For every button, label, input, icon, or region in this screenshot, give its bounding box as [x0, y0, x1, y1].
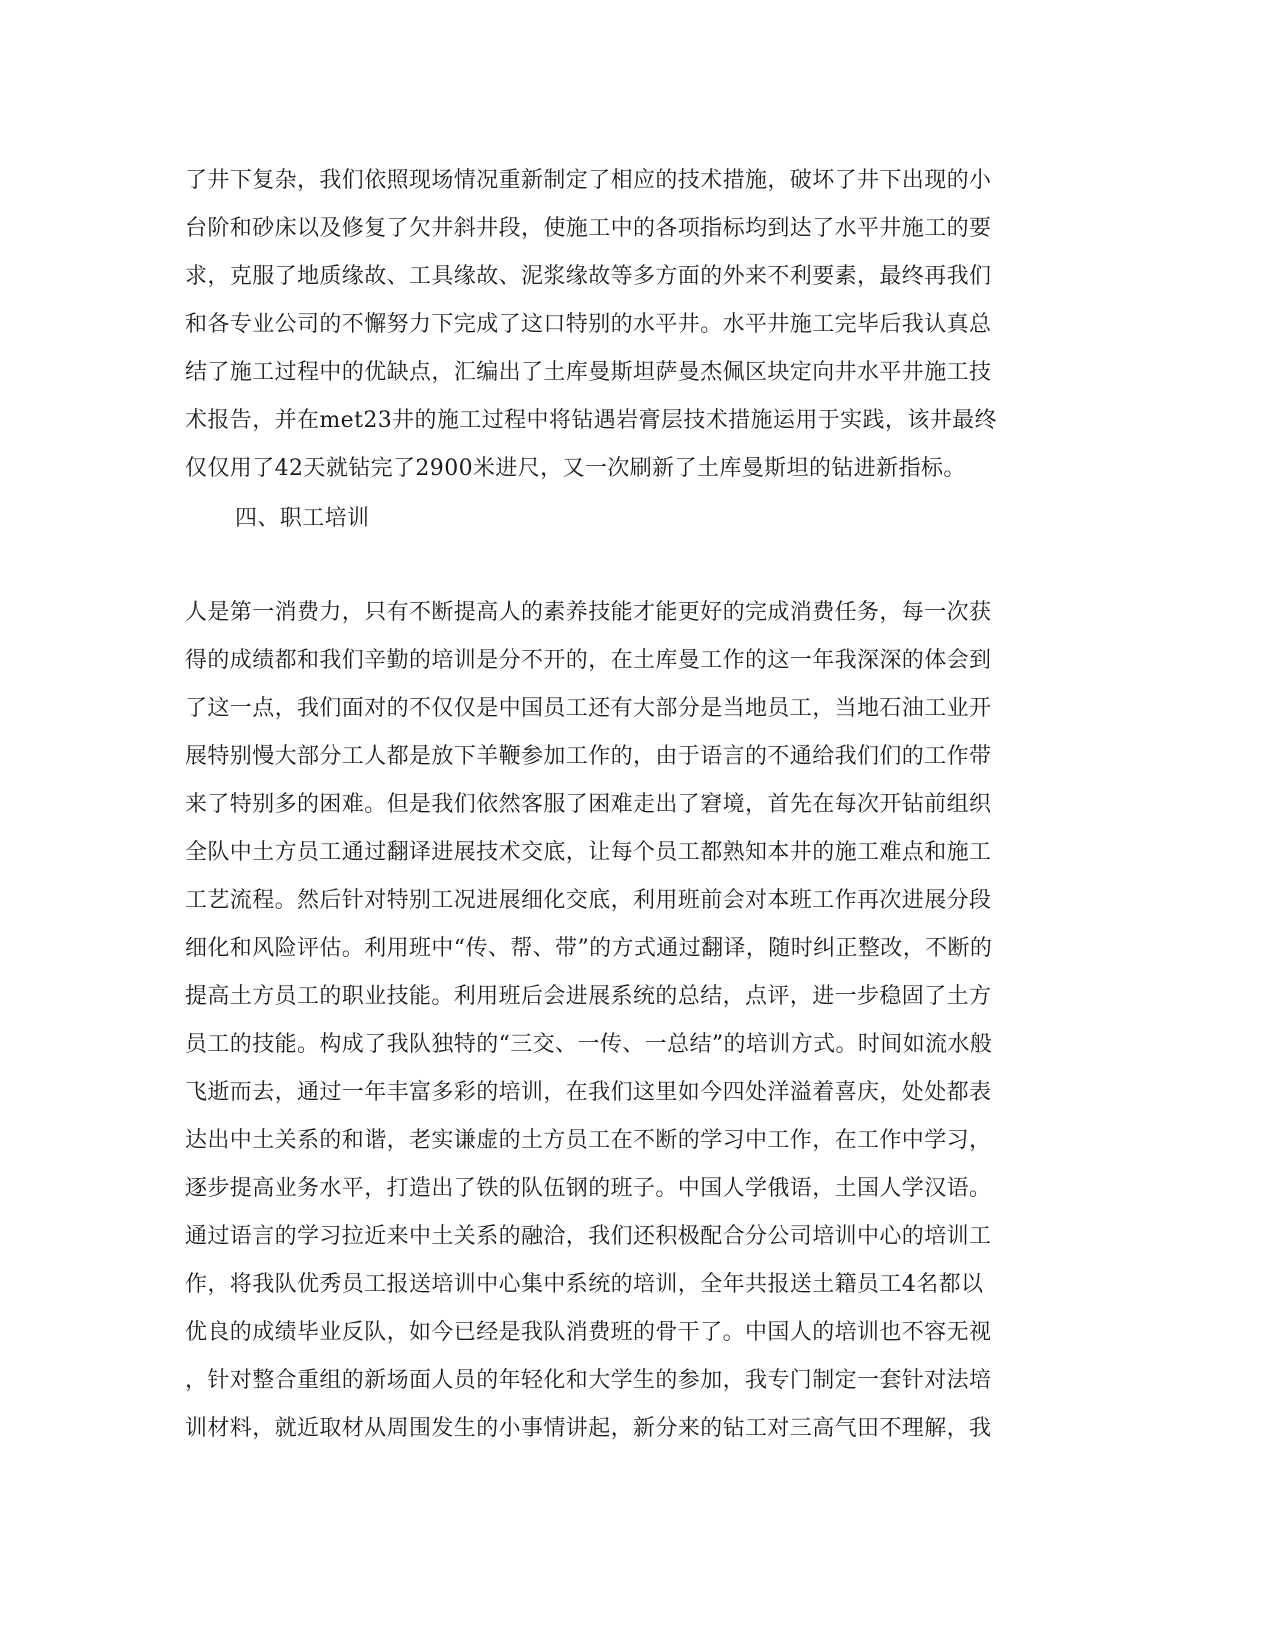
text-line: 优良的成绩毕业反队，如今已经是我队消费班的骨干了。中国人的培训也不容无视: [185, 1320, 992, 1345]
text-line: 通过语言的学习拉近来中土关系的融洽，我们还积极配合分公司培训中心的培训工: [185, 1224, 992, 1249]
text-line: 达出中土关系的和谐，老实谦虚的土方员工在不断的学习中工作，在工作中学习，: [185, 1128, 992, 1153]
text-line: 术报告，并在met23井的施工过程中将钻遇岩膏层技术措施运用于实践，该井最终: [185, 408, 997, 433]
text-line: ，针对整合重组的新场面人员的年轻化和大学生的参加，我专门制定一套针对法培: [185, 1368, 992, 1393]
text-line: 求，克服了地质缘故、工具缘故、泥浆缘故等多方面的外来不利要素，最终再我们: [185, 264, 992, 289]
text-line: 飞逝而去，通过一年丰富多彩的培训，在我们这里如今四处洋溢着喜庆，处处都表: [185, 1080, 992, 1105]
text-line: 仅仅用了42天就钻完了2900米进尺，又一次刷新了土库曼斯坦的钻进新指标。: [185, 456, 966, 481]
text-line: 作，将我队优秀员工报送培训中心集中系统的培训，全年共报送土籍员工4名都以: [185, 1272, 984, 1297]
text-line: 台阶和砂床以及修复了欠井斜井段，使施工中的各项指标均到达了水平井施工的要: [185, 216, 992, 241]
text-line: 提高土方员工的职业技能。利用班后会进展系统的总结，点评，进一步稳固了土方: [185, 984, 992, 1009]
text-line: 结了施工过程中的优缺点，汇编出了土库曼斯坦萨曼杰佩区块定向井水平井施工技: [185, 360, 992, 385]
section-heading: 四、职工培训: [235, 506, 370, 531]
text-line: 和各专业公司的不懈努力下完成了这口特别的水平井。水平井施工完毕后我认真总: [185, 312, 992, 337]
text-line: 展特别慢大部分工人都是放下羊鞭参加工作的，由于语言的不通给我们们的工作带: [185, 744, 992, 769]
text-line: 来了特别多的困难。但是我们依然客服了困难走出了窘境，首先在每次开钻前组织: [185, 792, 992, 817]
text-line: 逐步提高业务水平，打造出了铁的队伍钢的班子。中国人学俄语，土国人学汉语。: [185, 1176, 992, 1201]
text-line: 人是第一消费力，只有不断提高人的素养技能才能更好的完成消费任务，每一次获: [185, 600, 992, 625]
paragraph-drilling-summary: [185, 157, 1085, 493]
text-line: 细化和风险评估。利用班中“传、帮、带”的方式通过翻译，随时纠正整改，不断的: [185, 936, 993, 961]
text-line: 训材料，就近取材从周围发生的小事情讲起，新分来的钻工对三高气田不理解，我: [185, 1416, 992, 1441]
text-line: 员工的技能。构成了我队独特的“三交、一传、一总结”的培训方式。时间如流水般: [185, 1032, 993, 1057]
text-line: 得的成绩都和我们辛勤的培训是分不开的，在土库曼工作的这一年我深深的体会到: [185, 648, 992, 673]
text-line: 全队中土方员工通过翻译进展技术交底，让每个员工都熟知本井的施工难点和施工: [185, 840, 992, 865]
paragraph-staff-training: [185, 589, 1085, 1453]
text-line: 了井下复杂，我们依照现场情况重新制定了相应的技术措施，破坏了井下出现的小: [185, 168, 992, 193]
text-line: 了这一点，我们面对的不仅仅是中国员工还有大部分是当地员工，当地石油工业开: [185, 696, 992, 721]
text-line: 工艺流程。然后针对特别工况进展细化交底，利用班前会对本班工作再次进展分段: [185, 888, 992, 913]
